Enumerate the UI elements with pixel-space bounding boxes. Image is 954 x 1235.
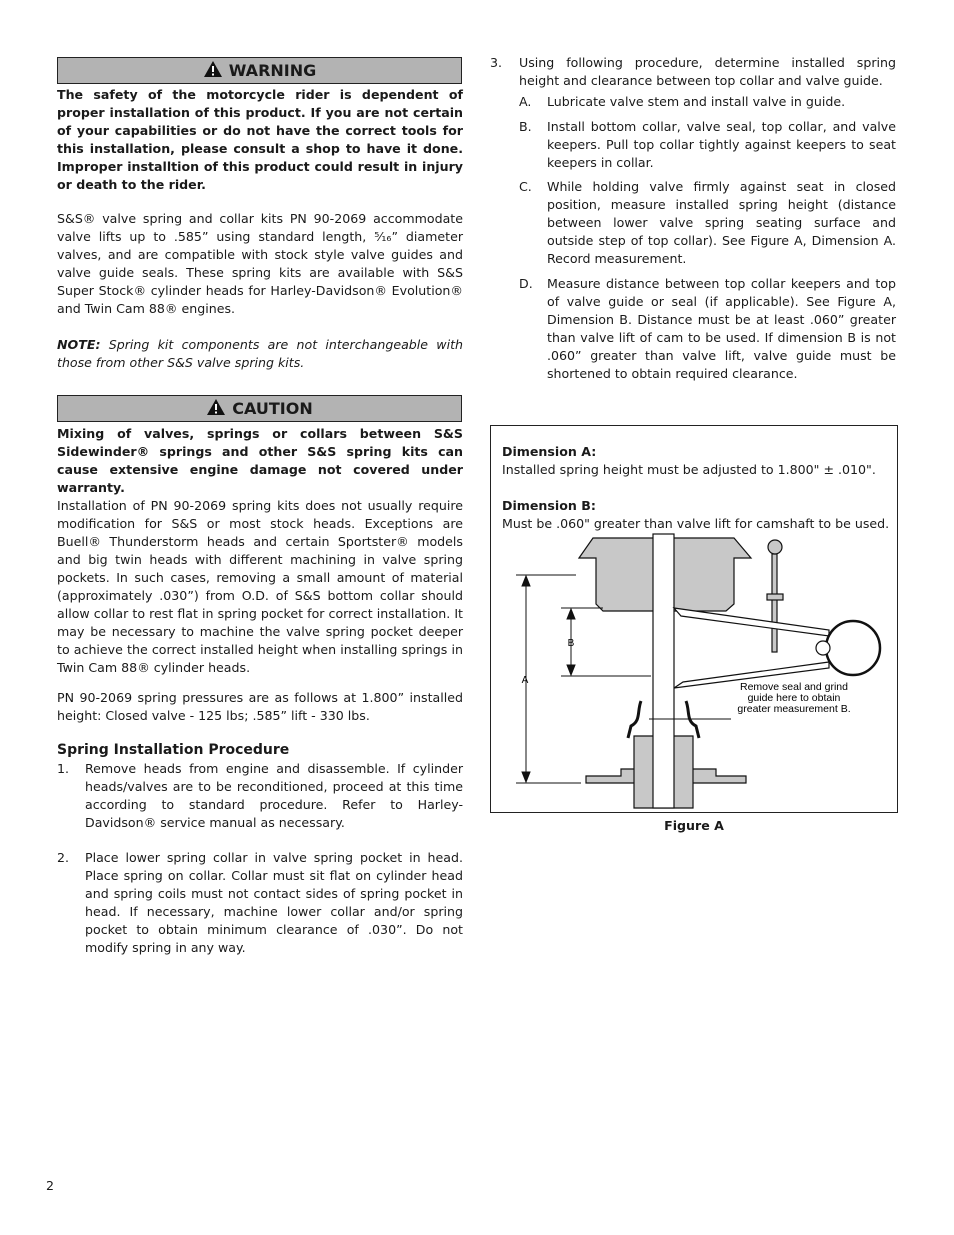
substep-d — [519, 275, 896, 383]
step-1 — [57, 760, 463, 832]
warning-icon — [203, 60, 223, 78]
figure-a-box — [490, 425, 898, 813]
substep-letter: C. — [519, 179, 532, 194]
substep-letter: B. — [519, 119, 532, 134]
figure-caption: Figure A — [664, 818, 724, 833]
warning-title: WARNING — [228, 61, 317, 80]
page-number: 2 — [46, 1178, 55, 1193]
substep-text: While holding valve firmly against seat in closed position, measure installed spring height (distance between lower valve spring seating surface and outside step of top collar). See Figure A, Dimension A. Record measurement. — [547, 179, 896, 266]
callout-text — [737, 681, 850, 715]
step-number: 3. — [490, 55, 503, 70]
dimension-a-label: Dimension A: — [502, 444, 597, 459]
substep-b — [519, 118, 896, 172]
step-2 — [57, 849, 463, 957]
step-text: Place lower spring collar in valve spring pocket in head. Place spring on collar. Collar must sit flat on cylinder head and spring coils must not contact sides of spring pocket in head. If necessary, machine lower collar and/or spring pocket to obtain minimum clearance of .030”. Do not modify spring in any way. — [85, 850, 463, 955]
step-text: Using following procedure, determine installed spring height and clearance between top collar and valve guide. — [519, 55, 896, 88]
valve-stem — [653, 534, 674, 808]
substep-letter: A. — [519, 94, 532, 109]
substep-a — [519, 93, 896, 111]
callout-line: guide here to obtain — [747, 692, 841, 704]
step-number: 1. — [57, 761, 70, 776]
pressures-paragraph: PN 90-2069 spring pressures are as follows at 1.800” installed height: Closed valve - 125 lbs; .585” lift - 330 lbs. — [57, 690, 463, 723]
indicator-ball — [768, 540, 782, 554]
step-number: 2. — [57, 850, 70, 865]
caution-text: Mixing of valves, springs or collars between S&S Sidewinder® springs and other S&S spring kits can cause extensive engine damage not covered under warranty. — [57, 426, 463, 495]
substep-text: Install bottom collar, valve seal, top collar, and valve keepers. Pull top collar tightly against keepers to seat keepers in collar. — [547, 119, 896, 170]
step-text: Remove heads from engine and disassemble. If cylinder heads/valves are to be reconditioned, proceed at this time according to standard procedure. Refer to Harley-Davidson® service manual as necessary. — [85, 761, 463, 830]
note-text: Spring kit components are not interchangeable with those from other S&S valve spring kits. — [57, 337, 463, 370]
dimension-b-label: Dimension B: — [502, 498, 596, 513]
substep-text: Measure distance between top collar keepers and top of valve guide or seal (if applicable). See Figure A, Dimension B. Distance must be at least .060” greater than valve lift of cam to be used. If dimension B is not .060” greater than valve lift, valve guide must be shortened to obtain required clearance. — [547, 276, 896, 381]
callout-line: greater measurement B. — [737, 703, 851, 715]
warning-text: The safety of the motorcycle rider is dependent of proper installation of this product. If you are not certain of your capabilities or do not have the correct tools for this installation, please consult a shop to have it done. Improper installtion of this product could result in injury or death to the rider. — [57, 87, 463, 192]
dimension-a-text: Installed spring height must be adjusted to 1.800" ± .010". — [502, 462, 876, 477]
valve-diagram — [491, 426, 897, 812]
caution-banner — [57, 395, 462, 422]
note-label: NOTE: — [57, 337, 101, 352]
substep-letter: D. — [519, 276, 533, 291]
label-b: B — [567, 638, 575, 649]
callout-line: Remove seal and grind — [740, 681, 848, 693]
substep-c — [519, 178, 896, 268]
caution-title: CAUTION — [232, 399, 313, 418]
warning-banner — [57, 57, 462, 84]
step-3 — [490, 54, 896, 90]
label-a: A — [521, 675, 529, 686]
substep-text: Lubricate valve stem and install valve in guide. — [547, 94, 846, 109]
intro-paragraph: S&S® valve spring and collar kits PN 90-2069 accommodate valve lifts up to .585” using standard length, ⁵⁄₁₆” diameter valves, and are compatible with stock style valve guides and valve guide seals. These spring kits are available with S&S Super Stock® cylinder heads for Harley-Davidson® Evolution® and Twin Cam 88® engines. — [57, 211, 463, 316]
indicator-rod — [772, 554, 777, 652]
procedure-heading: Spring Installation Procedure — [57, 742, 290, 758]
caution-icon — [206, 398, 226, 416]
dimension-b-text: Must be .060" greater than valve lift for camshaft to be used. — [502, 516, 890, 531]
note-paragraph — [57, 336, 463, 372]
installation-paragraph: Installation of PN 90-2069 spring kits does not usually require modification for S&S or most stock heads. Exceptions are Buell® Thunderstorm heads and certain Sportster® models and big twin heads with different machining in valve spring pockets. In such cases, removing a small amount of material (approximately .030”) from O.D. of S&S bottom collar should allow collar to rest flat in spring pocket for correct installation. It may be necessary to machine the valve spring pocket deeper to achieve the correct installed height when installing springs in Twin Cam 88® cylinder heads. — [57, 498, 463, 675]
